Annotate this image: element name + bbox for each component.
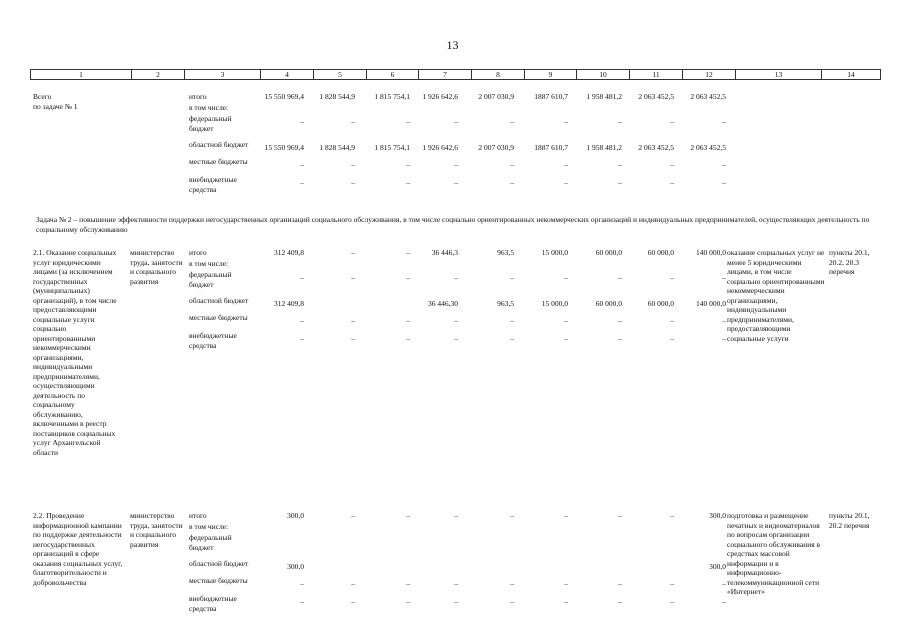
block3-value-cell: – (300, 597, 304, 606)
block2-value-cell: – (300, 334, 304, 343)
block1-value-cell: – (454, 117, 458, 126)
block3-value-cell: – (351, 579, 355, 588)
block2-value-cell: – (618, 334, 622, 343)
block1-value-cell: – (406, 178, 410, 187)
block3-value-cell: – (351, 511, 355, 520)
block1-value-cell: – (564, 178, 568, 187)
block1-value-cell: – (670, 178, 674, 187)
header-col-11: 11 (630, 70, 683, 80)
block3-value-cell: – (406, 511, 410, 520)
block2-value-cell: – (722, 334, 726, 343)
block1-value-cell: – (300, 178, 304, 187)
header-col-3: 3 (185, 70, 261, 80)
block3-value-cell: – (510, 597, 514, 606)
block1-value-cell: – (722, 178, 726, 187)
block3-value-cell: – (300, 579, 304, 588)
block2-value-cell: – (351, 273, 355, 282)
block1-value-cell: 2 063 452,5 (690, 92, 726, 101)
block3-row-label: итого (189, 511, 207, 520)
column-number-header (30, 69, 881, 80)
block1-row-label: в том числе: (189, 103, 229, 112)
block2-value-cell: 140 000,0 (696, 248, 726, 257)
header-col-13: 13 (736, 70, 822, 80)
block3-value-cell: – (722, 597, 726, 606)
block1-value-cell: 15 550 969,4 (264, 92, 304, 101)
header-col-12: 12 (683, 70, 736, 80)
header-col-8: 8 (472, 70, 525, 80)
block1-value-cell: – (722, 160, 726, 169)
block2-value-cell: – (618, 316, 622, 325)
block1-value-cell: 1 958 481,2 (586, 92, 622, 101)
block1-value-cell: 1 828 544,9 (319, 143, 355, 152)
header-col-14: 14 (822, 70, 881, 80)
block1-value-cell: – (454, 160, 458, 169)
block1-value-cell: 15 550 969,4 (264, 143, 304, 152)
block2-value-cell: 36 446,3 (431, 248, 458, 257)
block3-row-label: местные бюджеты (189, 576, 248, 585)
block1-value-cell: – (510, 178, 514, 187)
block3-value-cell: – (510, 511, 514, 520)
block2-value-cell: 312 409,8 (274, 248, 304, 257)
header-col-9: 9 (525, 70, 577, 80)
block1-value-cell: – (618, 117, 622, 126)
header-col-7: 7 (419, 70, 472, 80)
block1-value-cell: 1887 610,7 (534, 143, 568, 152)
block3-value-cell: – (722, 579, 726, 588)
block3-value-cell: – (406, 597, 410, 606)
block1-value-cell: 2 063 452,5 (638, 92, 674, 101)
block3-value-cell: – (564, 511, 568, 520)
block1-value-cell: 1 828 544,9 (319, 92, 355, 101)
block1-row-label: областной бюджет (189, 140, 249, 149)
block1-value-cell: – (564, 117, 568, 126)
block3-executor: министерство труда, занятости и социального развития (130, 511, 183, 549)
block1-value-cell: – (406, 160, 410, 169)
block2-result: оказание социальных услуг не менее 5 юридическими лицами, в том числе социально ориентированными некоммерческими организациями, индивидуальными предпринимателями, предоставляющими социальные услуги (727, 248, 825, 343)
block2-value-cell: – (351, 316, 355, 325)
block2-value-cell: 60 000,0 (595, 248, 622, 257)
block2-value-cell: – (406, 334, 410, 343)
block3-row-label: областной бюджет (189, 559, 249, 568)
block3-value-cell: – (670, 579, 674, 588)
block1-value-cell: – (406, 117, 410, 126)
block3-row-label: в том числе: (189, 522, 229, 531)
block2-value-cell: – (406, 316, 410, 325)
block3-row-label: внебюджетные средства (189, 594, 237, 613)
block3-row-label: федеральный бюджет (189, 533, 232, 552)
block1-row-label: федеральный бюджет (189, 114, 232, 133)
block3-value-cell: 300,0 (287, 511, 304, 520)
block3-value-cell: – (618, 597, 622, 606)
block1-value-cell: – (351, 117, 355, 126)
block2-value-cell: – (564, 334, 568, 343)
header-col-10: 10 (577, 70, 630, 80)
block2-value-cell: – (564, 273, 568, 282)
block2-value-cell: 60 000,0 (595, 299, 622, 308)
block2-value-cell: 15 000,0 (541, 248, 568, 257)
block2-value-cell: 312 409,8 (274, 299, 304, 308)
block1-value-cell: 2 063 452,5 (638, 143, 674, 152)
block3-value-cell: – (564, 579, 568, 588)
block1-value-cell: 1887 610,7 (534, 92, 568, 101)
block1-value-cell: – (300, 160, 304, 169)
block1-row-label: внебюджетные средства (189, 175, 237, 194)
block2-name: 2.1. Оказание социальных услуг юридическими лицами (за исключением государственных (муниципальных) организаций), в том числе предоставляющими социальные услуги социально ориентированными некоммерческими организациями, индивидуальными предпринимателями, осуществляющими деятельность по социальному обслуживанию, включенными в реестр поставщиков социальных услуг Архангельской области (33, 248, 117, 457)
block2-value-cell: – (454, 316, 458, 325)
block3-value-cell: – (618, 579, 622, 588)
block1-row-label: местные бюджеты (189, 157, 248, 166)
block2-value-cell: – (351, 248, 355, 257)
block1-name: Всего по задаче № 1 (33, 92, 78, 111)
block2-row-label: итого (189, 248, 207, 257)
block3-value-cell: 300,0 (709, 511, 726, 520)
block3-value-cell: – (454, 579, 458, 588)
block3-value-cell: – (618, 511, 622, 520)
task2-heading: Задача № 2 – повышение эффективности поддержки негосударственных организаций социального обслуживания, в том числе социально ориентированных некоммерческих организаций и индивидуальных предпринимателей, осуществляющих деятельность по социальному обслуживанию (36, 215, 870, 234)
block1-value-cell: – (351, 178, 355, 187)
block2-row-label: в том числе: (189, 259, 229, 268)
block1-value-cell: – (300, 117, 304, 126)
block2-row-label: местные бюджеты (189, 313, 248, 322)
block2-value-cell: – (722, 316, 726, 325)
block3-value-cell: – (510, 579, 514, 588)
block3-value-cell: 300,0 (709, 562, 726, 571)
block1-value-cell: – (351, 160, 355, 169)
block3-value-cell: – (351, 597, 355, 606)
block1-value-cell: – (564, 160, 568, 169)
block3-value-cell: 300,0 (287, 562, 304, 571)
block2-value-cell: 60 000,0 (647, 248, 674, 257)
page-number: 13 (446, 38, 459, 52)
block1-value-cell: 2 007 030,9 (478, 143, 514, 152)
block2-value-cell: – (406, 273, 410, 282)
block3-value-cell: – (564, 597, 568, 606)
block2-value-cell: – (510, 316, 514, 325)
block3-points: пункты 20.1, 20.2 перечня (829, 511, 870, 530)
header-col-1: 1 (31, 70, 132, 80)
block1-value-cell: 1 958 481,2 (586, 143, 622, 152)
block2-value-cell: 60 000,0 (647, 299, 674, 308)
block2-row-label: областной бюджет (189, 296, 249, 305)
block3-value-cell: – (406, 579, 410, 588)
block2-value-cell: – (670, 334, 674, 343)
block1-value-cell: – (510, 160, 514, 169)
block1-row-label: итого (189, 92, 207, 101)
block3-value-cell: – (454, 597, 458, 606)
block3-name: 2.2. Проведение информационной кампании по поддержке деятельности негосударственных организаций в сфере оказания социальных услуг, благотворительности и добровольчества (33, 511, 123, 587)
block2-value-cell: – (670, 273, 674, 282)
block2-row-label: внебюджетные средства (189, 331, 237, 350)
block1-value-cell: 2 063 452,5 (690, 143, 726, 152)
block2-value-cell: – (300, 273, 304, 282)
block2-value-cell: – (510, 273, 514, 282)
header-col-4: 4 (261, 70, 314, 80)
block2-value-cell: 963,5 (497, 248, 514, 257)
block2-row-label: федеральный бюджет (189, 270, 232, 289)
block2-value-cell: – (618, 273, 622, 282)
block1-value-cell: – (670, 160, 674, 169)
block1-value-cell: – (510, 117, 514, 126)
block2-value-cell: – (454, 273, 458, 282)
block2-value-cell: – (564, 316, 568, 325)
header-col-6: 6 (367, 70, 419, 80)
block3-value-cell: – (670, 511, 674, 520)
block3-result: подготовка и размещение печатных и видеоматериалов по вопросам организации социального обслуживания в средствах массовой информации и в информационно-телекоммуникационной сети «Интернет» (727, 511, 821, 596)
block1-value-cell: 1 926 642,6 (422, 92, 458, 101)
block1-value-cell: – (618, 178, 622, 187)
header-col-2: 2 (132, 70, 185, 80)
block2-points: пункты 20.1, 20.2, 20.3 перечня (829, 248, 870, 276)
block2-value-cell: – (454, 334, 458, 343)
header-col-5: 5 (314, 70, 367, 80)
block2-value-cell: – (722, 273, 726, 282)
block1-value-cell: 1 815 754,1 (374, 92, 410, 101)
block2-value-cell: – (510, 334, 514, 343)
block2-value-cell: 36 446,30 (428, 299, 458, 308)
block3-value-cell: – (670, 597, 674, 606)
block2-value-cell: 140 000,0 (696, 299, 726, 308)
block1-value-cell: – (454, 178, 458, 187)
block1-value-cell: 1 926 642,6 (422, 143, 458, 152)
block2-value-cell: – (670, 316, 674, 325)
block2-value-cell: – (351, 334, 355, 343)
block1-value-cell: 2 007 030,9 (478, 92, 514, 101)
block2-executor: министерство труда, занятости и социального развития (130, 248, 183, 286)
block1-value-cell: – (722, 117, 726, 126)
block2-value-cell: – (300, 316, 304, 325)
block1-value-cell: 1 815 754,1 (374, 143, 410, 152)
block1-value-cell: – (670, 117, 674, 126)
block1-value-cell: – (618, 160, 622, 169)
block2-value-cell: 15 000,0 (541, 299, 568, 308)
block3-value-cell: – (454, 511, 458, 520)
block2-value-cell: – (406, 248, 410, 257)
block2-value-cell: 963,5 (497, 299, 514, 308)
